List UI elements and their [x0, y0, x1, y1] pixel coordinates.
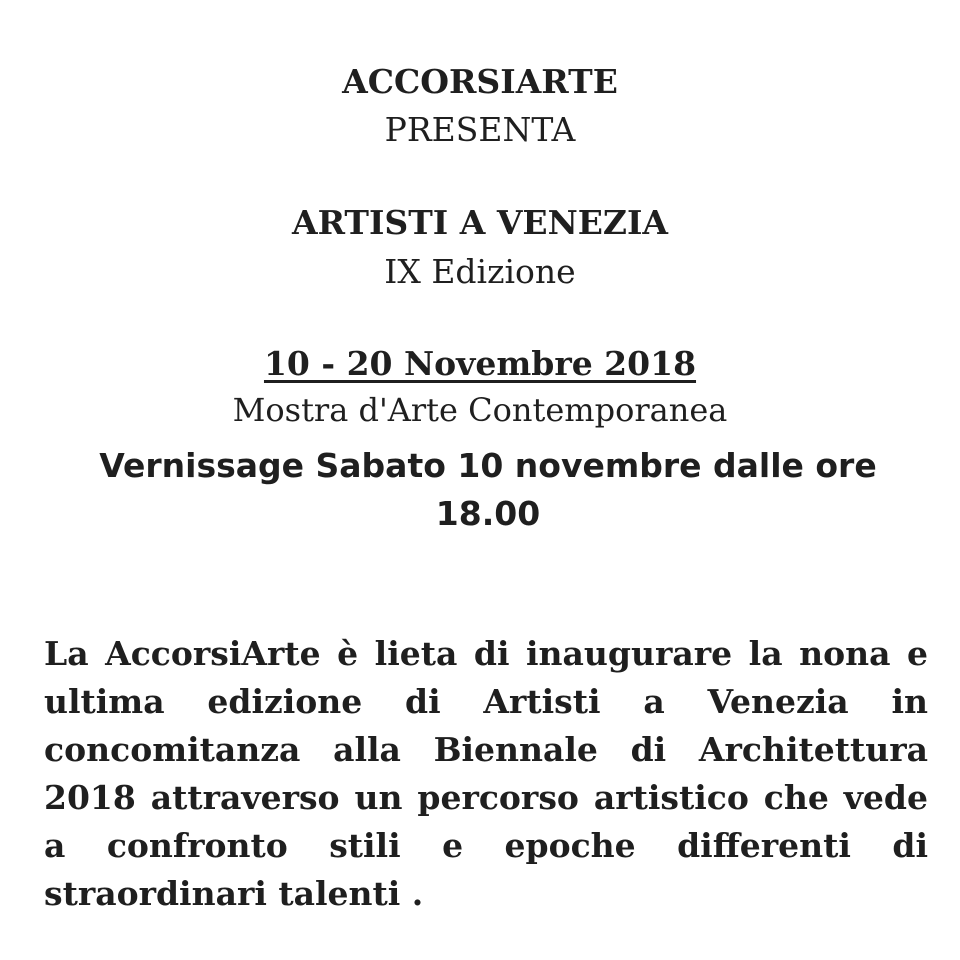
body-paragraph: La AccorsiArte è lieta di inaugurare la nona e ultima edizione di Artisti a Venezia in concomitanza alla Biennale di Architettura 2018 attraverso un percorso artistico che vede a confronto stili e epoche differenti di straordinari talenti .: [44, 634, 928, 913]
edition-label: IX Edizione: [384, 252, 576, 291]
vernissage-info: Vernissage Sabato 10 novembre dalle ore 18.00: [99, 446, 877, 533]
event-subtitle: Mostra d'Arte Contemporanea: [232, 391, 728, 429]
presents-label: PRESENTA: [384, 110, 576, 149]
event-dates: 10 - 20 Novembre 2018: [263, 344, 697, 383]
organizer-name: ACCORSIARTE: [342, 62, 618, 101]
event-title: ARTISTI A VENEZIA: [291, 203, 669, 242]
